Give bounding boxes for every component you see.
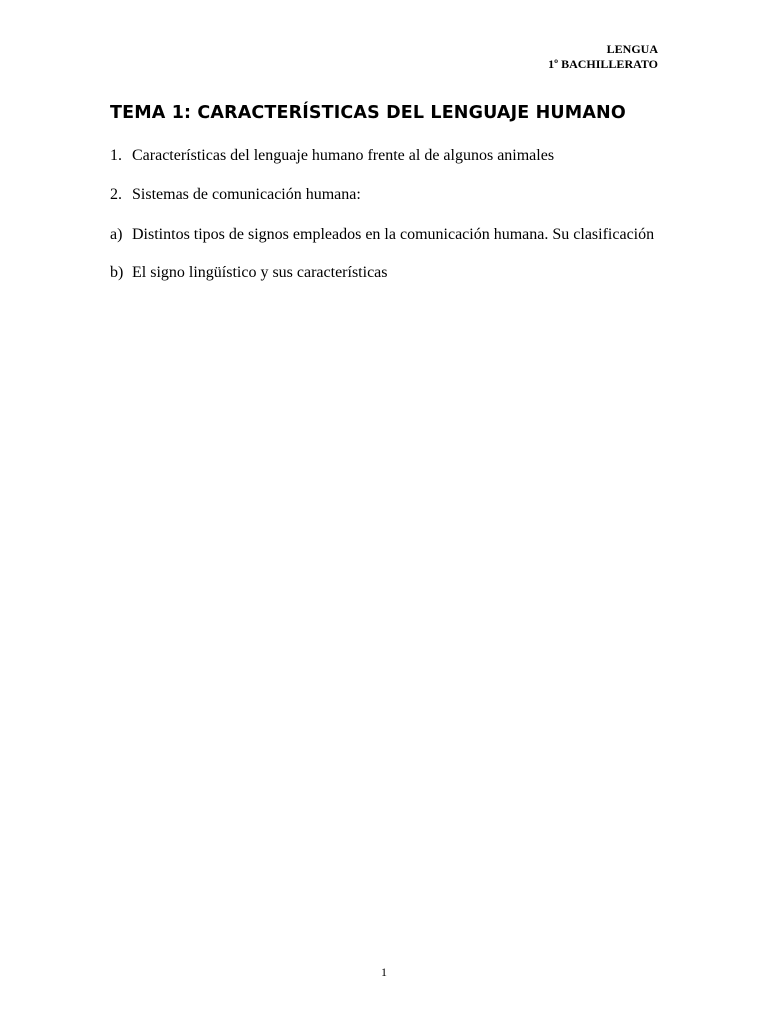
list-item-text: Características del lenguaje humano frente al de algunos animales	[132, 147, 555, 164]
list-item-a	[110, 225, 657, 244]
list-item-text: Sistemas de comunicación humana:	[132, 186, 361, 203]
header-course: 1º BACHILLERATO	[548, 57, 658, 71]
list-item-text: El signo lingüístico y sus características	[132, 264, 388, 281]
list-marker: 1.	[110, 147, 122, 164]
list-item-b	[110, 263, 657, 282]
list-item-2	[110, 185, 657, 204]
document-title: TEMA 1: CARACTERÍSTICAS DEL LENGUAJE HUMANO	[110, 103, 626, 123]
list-item-text: Distintos tipos de signos empleados en la comunicación humana. Su clasificación	[132, 226, 655, 243]
list-marker: b)	[110, 264, 124, 281]
document-header	[548, 42, 658, 72]
list-item-1	[110, 146, 657, 165]
page-number: 1	[381, 965, 387, 979]
list-marker: a)	[110, 226, 123, 243]
list-marker: 2.	[110, 186, 122, 203]
header-subject: LENGUA	[606, 42, 658, 56]
